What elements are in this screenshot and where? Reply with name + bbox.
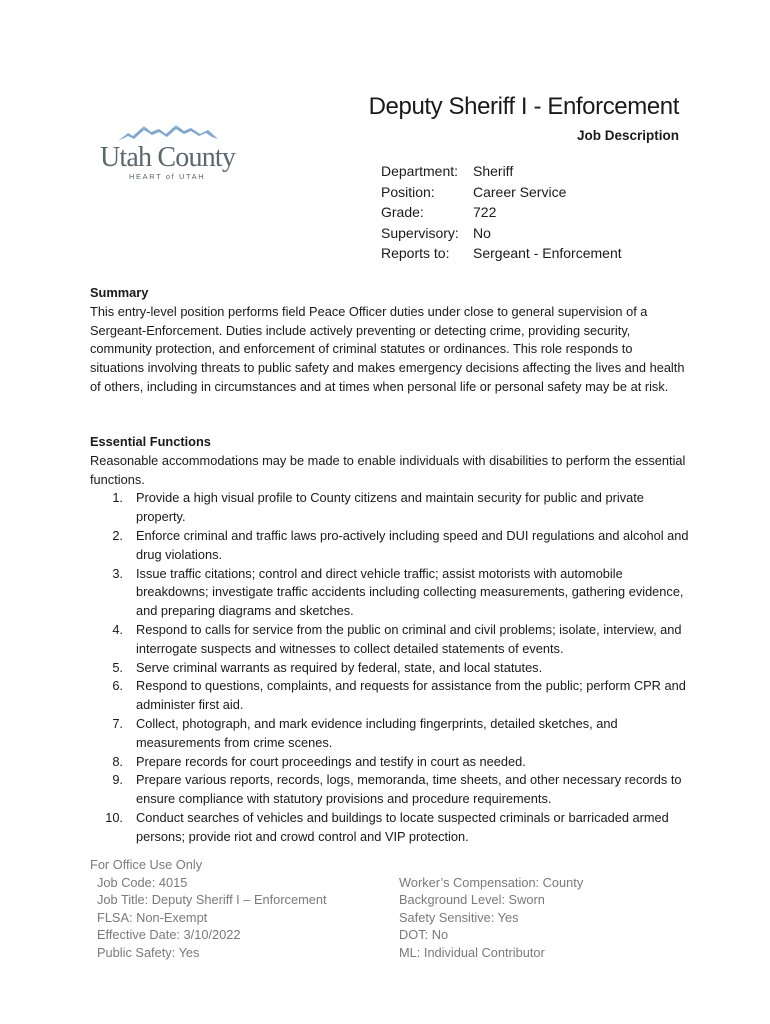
footer-job-code: Job Code: 4015 bbox=[97, 874, 188, 890]
info-label: Supervisory: bbox=[381, 224, 459, 241]
document-title: Deputy Sheriff I - Enforcement bbox=[368, 93, 679, 120]
info-row-supervisory bbox=[381, 223, 622, 244]
info-label: Position: bbox=[381, 183, 435, 200]
list-number: 4. bbox=[112, 621, 123, 637]
list-item bbox=[90, 621, 690, 659]
list-text: Issue traffic citations; control and direct vehicle traffic; assist motorists with automobile breakdowns; investigate traffic accidents including collecting measurements, gathering evidence, and preparing diagrams and sketches. bbox=[136, 565, 684, 619]
list-number: 3. bbox=[112, 565, 123, 581]
list-number: 10. bbox=[105, 809, 123, 825]
footer-ml: ML: Individual Contributor bbox=[399, 944, 545, 960]
list-number: 1. bbox=[112, 490, 123, 506]
footer-right-column bbox=[392, 874, 583, 962]
list-text: Respond to questions, complaints, and requests for assistance from the public; perform CPR and administer first aid. bbox=[136, 678, 686, 713]
list-item bbox=[90, 809, 690, 847]
logo-wordmark: Utah County bbox=[100, 142, 236, 173]
info-value: Career Service bbox=[473, 183, 567, 200]
list-number: 6. bbox=[112, 678, 123, 694]
footer-public-safety: Public Safety: Yes bbox=[97, 944, 200, 960]
list-item bbox=[90, 527, 690, 565]
info-label: Department: bbox=[381, 163, 459, 179]
footer-effective-date: Effective Date: 3/10/2022 bbox=[97, 927, 241, 942]
footer-columns bbox=[90, 874, 583, 962]
list-number: 9. bbox=[112, 772, 123, 788]
mountain-logo-icon bbox=[118, 122, 218, 142]
list-item bbox=[90, 753, 690, 772]
job-info-block bbox=[381, 161, 622, 264]
footer-flsa: FLSA: Non-Exempt bbox=[97, 909, 208, 925]
list-text: Collect, photograph, and mark evidence including fingerprints, detailed sketches, and measurements from crime scenes. bbox=[136, 715, 618, 750]
list-item bbox=[90, 677, 690, 715]
info-row-position bbox=[381, 182, 622, 203]
info-row-department bbox=[381, 161, 622, 182]
list-text: Prepare various reports, records, logs, memoranda, time sheets, and other necessary records to ensure compliance with statutory provisions and procedure requirements. bbox=[136, 772, 682, 807]
footer-job-title: Job Title: Deputy Sheriff I – Enforcement bbox=[97, 892, 327, 907]
info-value: Sheriff bbox=[473, 163, 514, 179]
info-label: Reports to: bbox=[381, 245, 450, 261]
essential-functions-list bbox=[90, 489, 690, 846]
list-number: 2. bbox=[112, 527, 123, 543]
info-row-grade bbox=[381, 202, 622, 223]
utah-county-logo bbox=[100, 122, 235, 182]
essential-functions-section bbox=[90, 433, 690, 847]
list-item bbox=[90, 565, 690, 621]
summary-heading: Summary bbox=[90, 285, 149, 300]
footer-background-level: Background Level: Sworn bbox=[399, 892, 545, 907]
footer-left-column bbox=[90, 874, 392, 962]
list-number: 7. bbox=[112, 715, 123, 731]
list-text: Prepare records for court proceedings and testify in court as needed. bbox=[136, 753, 526, 769]
list-item bbox=[90, 715, 690, 753]
logo-tagline: HEART of UTAH bbox=[129, 172, 206, 181]
document-subtitle: Job Description bbox=[576, 128, 679, 143]
info-value: 722 bbox=[473, 204, 497, 220]
essential-functions-heading: Essential Functions bbox=[90, 434, 211, 449]
info-row-reports-to bbox=[381, 243, 622, 264]
info-value: No bbox=[473, 224, 491, 241]
summary-section bbox=[90, 284, 690, 397]
list-text: Respond to calls for service from the public on criminal and civil problems; isolate, interview, and interrogate suspects and witnesses to collect detailed statements of events. bbox=[136, 621, 682, 656]
list-number: 5. bbox=[112, 659, 123, 675]
list-item bbox=[90, 659, 690, 678]
list-item bbox=[90, 771, 690, 809]
list-text: Enforce criminal and traffic laws pro-actively including speed and DUI regulations and alcohol and drug violations. bbox=[136, 527, 689, 562]
list-text: Serve criminal warrants as required by federal, state, and local statutes. bbox=[136, 659, 543, 675]
footer-heading: For Office Use Only bbox=[90, 857, 203, 872]
list-text: Provide a high visual profile to County citizens and maintain security for public and private property. bbox=[136, 490, 644, 525]
list-number: 8. bbox=[112, 753, 123, 769]
list-item bbox=[90, 489, 690, 527]
footer-dot: DOT: No bbox=[399, 927, 449, 942]
office-use-footer bbox=[90, 856, 583, 961]
info-label: Grade: bbox=[381, 204, 424, 220]
footer-safety-sensitive: Safety Sensitive: Yes bbox=[399, 909, 519, 925]
list-text: Conduct searches of vehicles and buildings to locate suspected criminals or barricaded armed persons; provide riot and crowd control and VIP protection. bbox=[136, 809, 669, 844]
footer-workers-comp: Worker’s Compensation: County bbox=[399, 874, 584, 890]
summary-text: This entry-level position performs field Peace Officer duties under close to general supervision of a Sergeant-Enforcement. Duties include actively preventing or detecting crime, providing security, community protection, and enforcement of criminal statutes or ordinances. This role responds to situations involving threats to public safety and makes emergency decisions affecting the lives and health of others, including in circumstances and at times when personal life or personal safety may be at risk. bbox=[90, 303, 685, 394]
essential-functions-intro: Reasonable accommodations may be made to enable individuals with disabilities to perform the essential functions. bbox=[90, 452, 686, 487]
info-value: Sergeant - Enforcement bbox=[473, 245, 622, 261]
